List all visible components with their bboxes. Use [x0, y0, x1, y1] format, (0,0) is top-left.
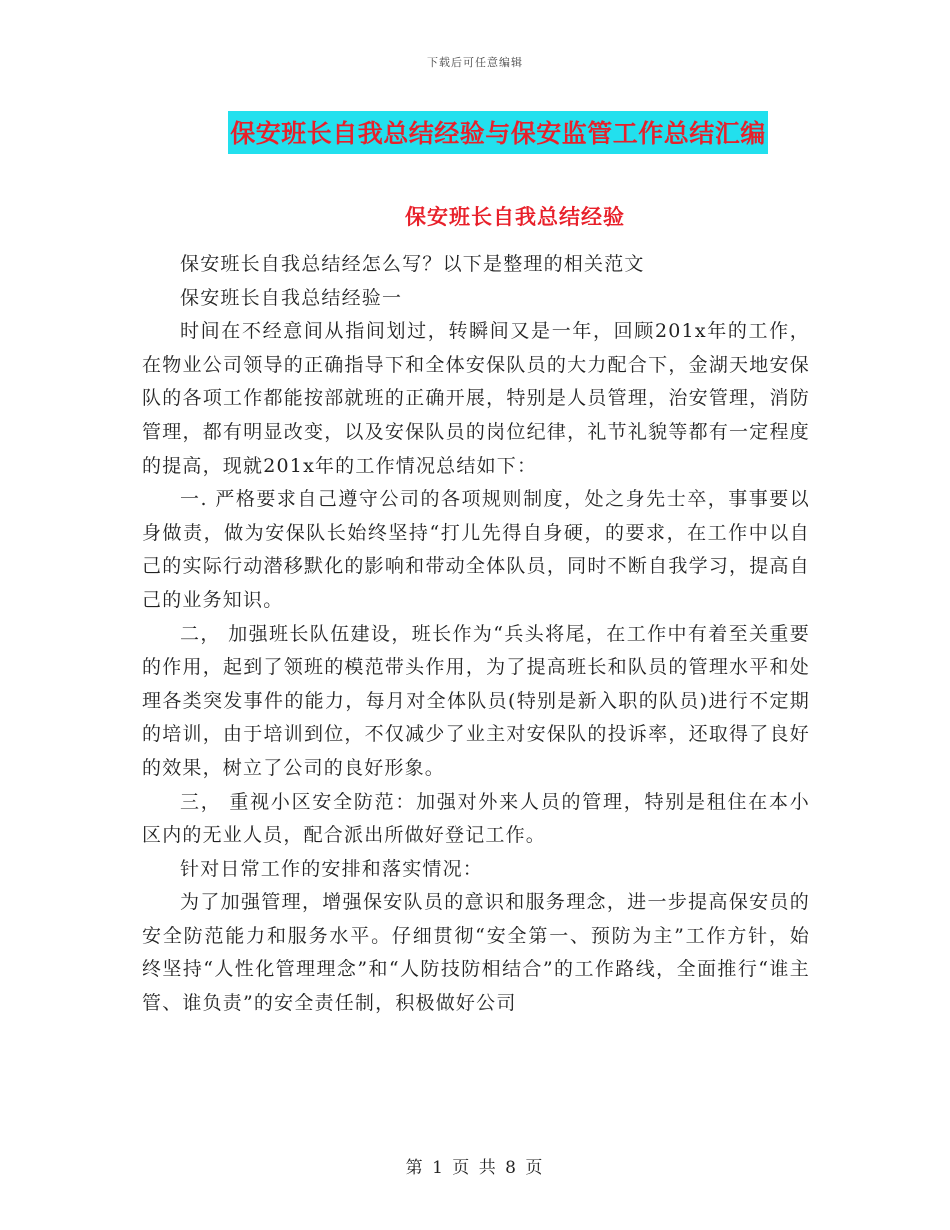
paragraph: 一. 严格要求自己遵守公司的各项规则制度，处之身先士卒，事事要以身做责，做为安保队长始终坚持“打儿先得自身硬，的要求，在工作中以自己的实际行动潜移默化的影响和带动全体队员，同时不断自我学习，提高自己的业务知识。	[142, 488, 810, 611]
paragraph: 针对日常工作的安排和落实情况：	[180, 857, 484, 880]
body-text	[142, 248, 810, 1021]
main-title: 保安班长自我总结经验与保安监管工作总结汇编	[228, 111, 768, 154]
main-title-wrap	[0, 111, 950, 154]
header-note: 下载后可任意编辑	[427, 56, 523, 69]
page-number-footer: 第 1 页 共 8 页	[405, 1158, 545, 1178]
paragraph: 二， 加强班长队伍建设，班长作为“兵头将尾，在工作中有着至关重要的作用，起到了领班的模范带头作用，为了提高班长和队员的管理水平和处理各类突发事件的能力，每月对全体队员(特别是新入职的队员)进行不定期的培训，由于培训到位，不仅减少了业主对安保队的投诉率，还取得了良好的效果，树立了公司的良好形象。	[142, 622, 810, 779]
paragraph: 为了加强管理，增强保安队员的意识和服务理念，进一步提高保安员的安全防范能力和服务水平。仔细贯彻“安全第一、预防为主”工作方针，始终坚持“人性化管理理念”和“人防技防相结合”的工作路线，全面推行“谁主管、谁负责”的安全责任制，积极做好公司	[142, 891, 810, 1015]
paragraph: 三， 重视小区安全防范：加强对外来人员的管理，特别是租住在本小区内的无业人员，配合派出所做好登记工作。	[142, 790, 810, 847]
section-title: 保安班长自我总结经验	[405, 204, 625, 229]
paragraph: 时间在不经意间从指间划过，转瞬间又是一年，回顾201x年的工作，在物业公司领导的正确指导下和全体安保队员的大力配合下，金湖天地安保队的各项工作都能按部就班的正确开展，特别是人员管理，治安管理，消防管理，都有明显改变，以及安保队员的岗位纪律，礼节礼貌等都有一定程度的提高，现就201x年的工作情况总结如下：	[142, 320, 810, 477]
paragraph: 保安班长自我总结经怎么写？以下是整理的相关范文	[180, 253, 645, 275]
paragraph: 保安班长自我总结经验一	[180, 286, 403, 309]
